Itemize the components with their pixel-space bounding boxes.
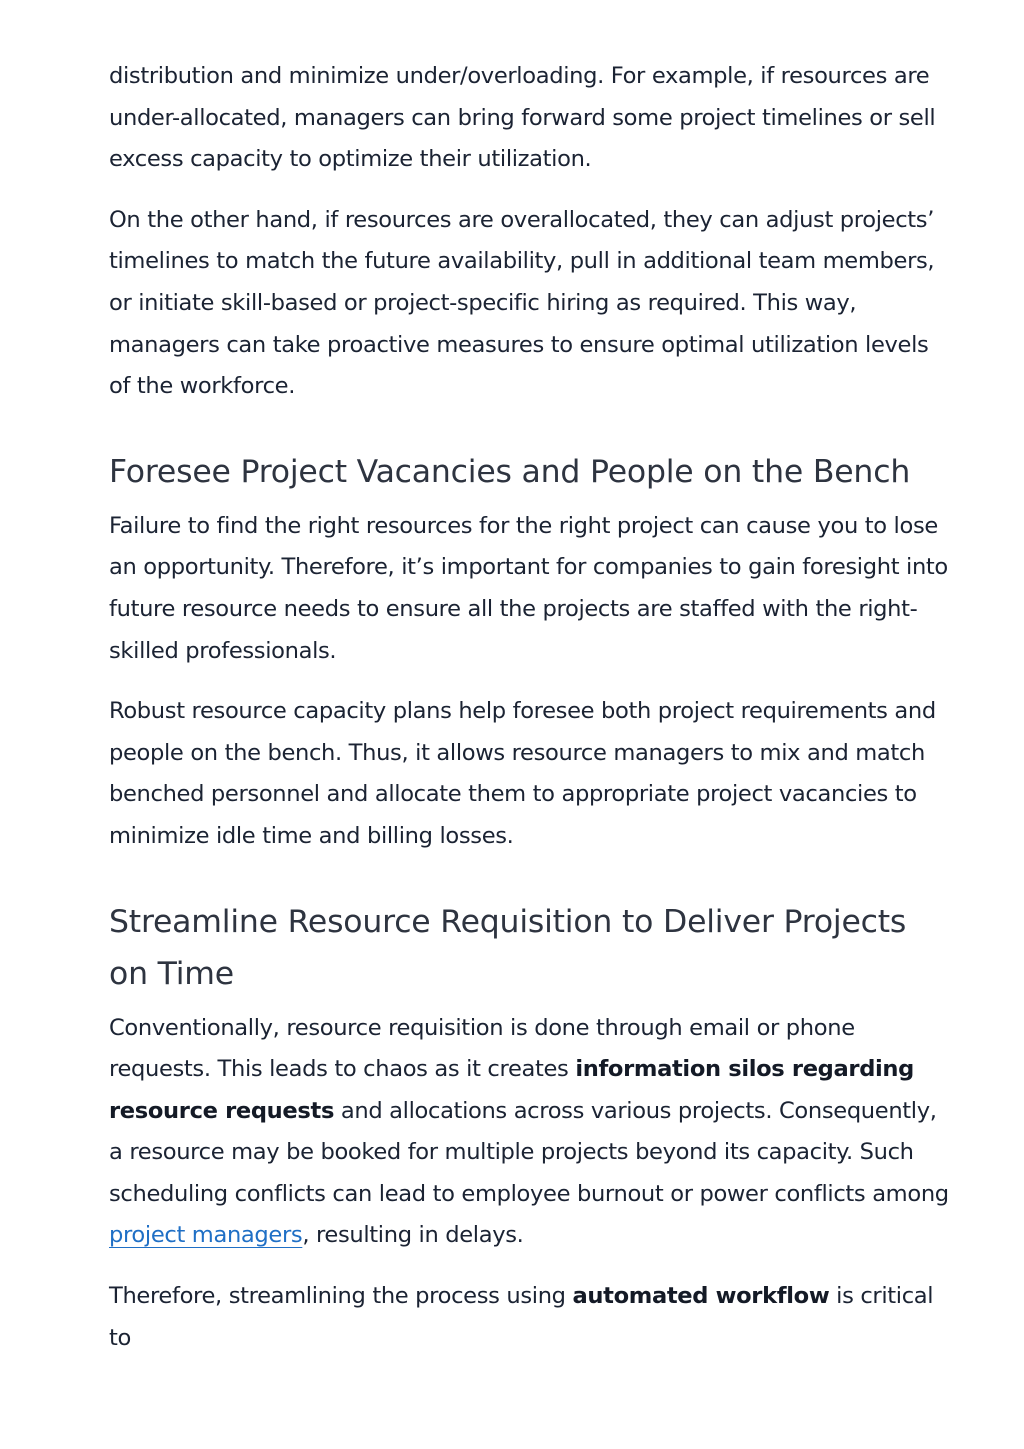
heading-streamline-requisition: Streamline Resource Requisition to Deliver Projects on Time: [109, 903, 907, 992]
paragraph-automated-workflow: [109, 1276, 949, 1359]
paragraph-utilization-distribution: distribution and minimize under/overloading. For example, if resources are under-allocated, managers can bring forward some project timelines or sell excess capacity to optimize their utilization.: [109, 63, 936, 173]
paragraph-conventional-requisition: [109, 1008, 949, 1258]
paragraph-text: and allocations across various projects. Consequently, a resource may be booked for multiple projects beyond its capacity. Such scheduling conflicts can lead to employee burnout or power conflicts among: [109, 1097, 949, 1207]
bold-phrase-automated-workflow: automated workflow: [572, 1283, 830, 1310]
paragraph-capacity-plans: Robust resource capacity plans help foresee both project requirements and people on the bench. Thus, it allows resource managers to mix and match benched personnel and allocate them to appropriate project vacancies to minimize idle time and billing losses.: [109, 698, 936, 849]
paragraph-text: is critical to: [109, 1283, 934, 1351]
heading-foresee-vacancies: Foresee Project Vacancies and People on the Bench: [109, 453, 911, 490]
paragraph-failure-to-find: Failure to find the right resources for the right project can cause you to lose an opportunity. Therefore, it’s important for companies to gain foresight into future resource needs to ensure all the projects are staffed with the right-skilled professionals.: [109, 512, 948, 664]
paragraph-overallocation: On the other hand, if resources are overallocated, they can adjust projects’ timelines to match the future availability, pull in additional team members, or initiate skill-based or project-specific hiring as required. This way, managers can take proactive measures to ensure optimal utilization levels of the workforce.: [109, 206, 935, 400]
bold-phrase-information-silos: information silos regarding resource requests: [109, 1056, 914, 1124]
project-managers-link[interactable]: project managers: [109, 1222, 303, 1249]
paragraph-text: , resulting in delays.: [302, 1222, 524, 1249]
paragraph-text: Conventionally, resource requisition is done through email or phone requests. This leads to chaos as it creates: [109, 1014, 855, 1083]
paragraph-text: Therefore, streamlining the process using: [109, 1283, 573, 1310]
article-body: [109, 56, 949, 1378]
